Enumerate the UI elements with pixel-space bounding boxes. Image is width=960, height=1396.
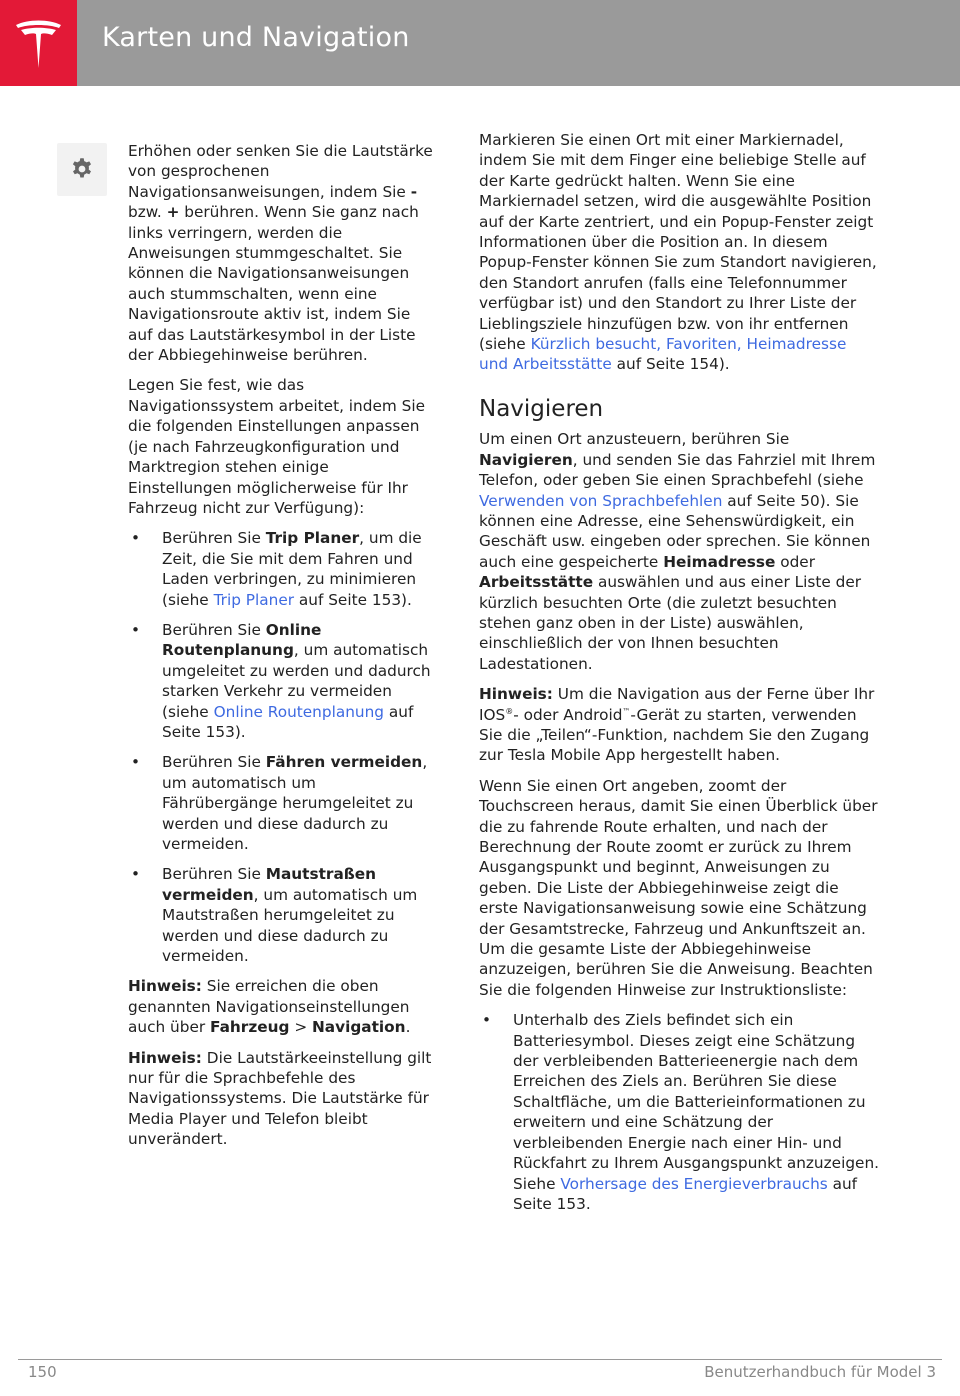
- page-number: 150: [28, 1363, 57, 1381]
- manual-title: Benutzerhandbuch für Model 3: [704, 1363, 936, 1381]
- link-favorites[interactable]: Kürzlich besucht, Favoriten, Heimadresse und Arbeitsstätte: [479, 335, 847, 374]
- link-trip-planer[interactable]: Trip Planer: [213, 590, 295, 609]
- list-item: • Unterhalb des Ziels befindet sich ein Batteriesymbol. Dieses zeigt eine Schätzung der verbleibenden Batterieenergie nach dem Erreichen des Ziels an. Berühren Sie diese Schaltfläche, um die Batterieinformationen zu erweitern und eine Schätzung der verbleibenden Energie nach einer Hin- und Rückfahrt zu Ihrem Ausgangspunkt anzuzeigen. Siehe Vorhersage des Energieverbrauchs auf Seite 153.: [479, 1010, 879, 1214]
- settings-indicator: [57, 143, 107, 196]
- navigate-paragraph: Um einen Ort anzusteuern, berühren Sie Navigieren, und senden Sie das Fahrziel mit Ihrem Telefon, oder geben Sie einen Sprachbefehl (siehe Verwenden von Sprachbefehlen auf Seite 50). Sie können eine Adresse, eine Sehenswürdigkeit, ein Geschäft usw. eingeben oder sprechen. Sie können auch eine gespeicherte Heimadresse oder Arbeitsstätte auswählen und aus einer Liste der kürzlich besuchten Orte (die zuletzt besuchten stehen ganz oben in der Liste) auswählen, einschließlich der von Ihnen besuchten Ladestationen.: [479, 430, 876, 673]
- instruction-list-notes: [479, 1010, 879, 1214]
- footer-divider: [18, 1359, 942, 1360]
- gear-icon: [70, 157, 94, 181]
- route-paragraph: Wenn Sie einen Ort angeben, zoomt der Touchscreen heraus, damit Sie einen Überblick über die zu fahrende Route erhalten, und nach der Berechnung der Route zoomt er zurück zu Ihrem Ausgangspunkt und beginnt, Anweisungen zu geben. Die Liste der Abbiegehinweise zeigt die erste Navigationsanweisung sowie eine Schätzung der Gesamtstrecke, Fahrzeug und Ankunftszeit an. Um die gesamte Liste der Abbiegehinweise anzuzeigen, berühren Sie die Anweisung. Beachten Sie die folgenden Hinweise zur Instruktionsliste:: [479, 776, 878, 999]
- note-settings-path: Hinweis: Sie erreichen die oben genannten Navigationseinstellungen auch über Fahrzeug > Navigation.: [128, 977, 411, 1037]
- pin-paragraph: Markieren Sie einen Ort mit einer Markiernadel, indem Sie mit dem Finger eine beliebige Stelle auf der Karte gedrückt halten. Wenn Sie eine Markiernadel setzen, wird die ausgewählte Position auf der Karte zentriert, und ein Popup-Fenster zeigt Informationen über die Position an. In diesem Popup-Fenster können Sie zum Standort navigieren, den Standort anrufen (falls eine Telefonnummer verfügbar ist) und den Standort zu Ihrer Liste der Lieblingsziele hinzufügen bzw. von ihr entfernen (siehe Kürzlich besucht, Favoriten, Heimadresse und Arbeitsstätte auf Seite 154).: [479, 131, 877, 374]
- list-item: • Berühren Sie Mautstraßen vermeiden, um automatisch um Mautstraßen herumgeleitet zu werden und diese dadurch zu vermeiden.: [128, 864, 434, 966]
- settings-intro-paragraph: Legen Sie fest, wie das Navigationssystem arbeitet, indem Sie die folgenden Einstellungen anpassen (je nach Fahrzeugkonfiguration und Marktregion stehen einige Einstellungen möglicherweise für Ihr Fahrzeug nicht zur Verfügung):: [128, 376, 426, 517]
- list-item: • Berühren Sie Online Routenplanung, um automatisch umgeleitet zu werden und dadurch starken Verkehr zu vermeiden (siehe Online Routenplanung auf Seite 153).: [128, 620, 434, 742]
- tesla-logo-icon: [11, 16, 66, 71]
- note-remote-navigation: Hinweis: Um die Navigation aus der Ferne über Ihr IOS®- oder Android™-Gerät zu starten, verwenden Sie die „Teilen“-Funktion, nachdem Sie den Zugang zur Tesla Mobile App hergestellt haben.: [479, 685, 875, 765]
- left-column: [128, 141, 434, 1160]
- header-bar: [0, 0, 960, 86]
- link-voice-commands[interactable]: Verwenden von Sprachbefehlen: [479, 491, 723, 510]
- list-item: • Berühren Sie Fähren vermeiden, um automatisch um Fährübergänge herumgeleitet zu werden und diese dadurch zu vermeiden.: [128, 752, 434, 854]
- right-column: [479, 130, 879, 1224]
- section-heading-navigieren: Navigieren: [479, 395, 604, 422]
- page-title: Karten und Navigation: [102, 22, 410, 53]
- tesla-logo: [0, 0, 77, 86]
- list-item: • Berühren Sie Trip Planer, um die Zeit, die Sie mit dem Fahren und Laden verbringen, zu minimieren (siehe Trip Planer auf Seite 153).: [128, 528, 434, 610]
- volume-paragraph: Erhöhen oder senken Sie die Lautstärke von gesprochenen Navigationsanweisungen, indem Sie - bzw. + berühren. Wenn Sie ganz nach links verringern, werden die Anweisungen stummgeschaltet. Sie können die Navigationsanweisungen auch stummschalten, wenn eine Navigationsroute aktiv ist, indem Sie auf das Lautstärkesymbol in der Liste der Abbiegehinweise berühren.: [128, 142, 433, 365]
- link-online-routenplanung[interactable]: Online Routenplanung: [213, 702, 385, 721]
- note-volume: Hinweis: Die Lautstärkeeinstellung gilt nur für die Sprachbefehle des Navigationssystems. Die Lautstärke für Media Player und Telefon bleibt unverändert.: [128, 1048, 432, 1149]
- link-energy-prediction[interactable]: Vorhersage des Energieverbrauchs: [560, 1174, 828, 1193]
- settings-list: [128, 528, 434, 966]
